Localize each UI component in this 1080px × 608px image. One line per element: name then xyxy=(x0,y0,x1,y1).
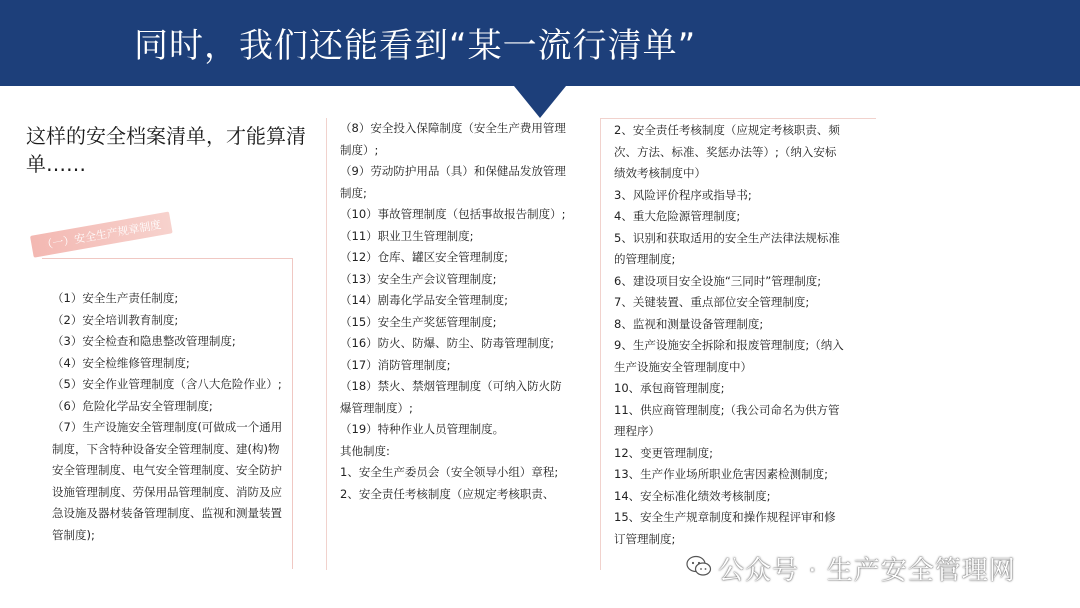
list-item: （10）事故管理制度（包括事故报告制度）; xyxy=(340,207,566,221)
list-item: （16）防火、防爆、防尘、防毒管理制度; xyxy=(340,336,555,350)
header-notch xyxy=(514,86,566,118)
watermark xyxy=(686,546,1066,586)
header-bar xyxy=(0,0,1080,86)
watermark-text: 公众号 · 生产安全管理网 xyxy=(718,556,1016,586)
list-item: 2、安全责任考核制度（应规定考核职责、频次、方法、标准、奖惩办法等）;（纳入安标绩效考核制度中） xyxy=(614,123,840,180)
divider-top-3 xyxy=(600,118,876,119)
list-item: 14、安全标准化绩效考核制度; xyxy=(614,488,771,503)
list-item: （11）职业卫生管理制度; xyxy=(340,228,474,243)
list-item: （8）安全投入保障制度（安全生产费用管理制度）; xyxy=(340,121,566,157)
list-item: （1）安全生产责任制度; xyxy=(52,291,179,305)
list-item: 7、关键装置、重点部位安全管理制度; xyxy=(614,295,810,309)
list-item: 6、建设项目安全设施“三同时”管理制度; xyxy=(614,273,822,288)
list-item: （13）安全生产会议管理制度; xyxy=(340,271,497,286)
list-item: （17）消防管理制度; xyxy=(340,357,451,372)
slide-title: 同时，我们还能看到“某一流行清单” xyxy=(134,26,697,66)
list-item: （3）安全检查和隐患整改管理制度; xyxy=(52,334,236,348)
list-item: （6）危险化学品安全管理制度; xyxy=(52,398,213,413)
list-item: 8、监视和测量设备管理制度; xyxy=(614,316,764,331)
list-item: （15）安全生产奖惩管理制度; xyxy=(340,314,497,329)
list-item: （18）禁火、禁烟管理制度（可纳入防火防爆管理制度）; xyxy=(340,379,562,415)
column3-list xyxy=(614,120,846,550)
list-item: （19）特种作业人员管理制度。 xyxy=(340,422,505,436)
list-item: 3、风险评价程序或指导书; xyxy=(614,187,752,202)
list-item: 1、安全生产委员会（安全领导小组）章程; xyxy=(340,465,559,479)
list-item: 其他制度: xyxy=(340,443,390,458)
divider-2 xyxy=(600,118,601,570)
list-item: （12）仓库、罐区安全管理制度; xyxy=(340,250,509,264)
list-item: 10、承包商管理制度; xyxy=(614,381,725,395)
column1-list xyxy=(52,288,288,546)
list-item: 2、安全责任考核制度（应规定考核职责、 xyxy=(340,486,555,501)
list-item: （9）劳动防护用品（具）和保健品发放管理制度; xyxy=(340,164,566,200)
list-item: 15、安全生产规章制度和操作规程评审和修订管理制度; xyxy=(614,510,836,546)
list-item: 12、变更管理制度; xyxy=(614,445,714,460)
list-item: 11、供应商管理制度;（我公司命名为供方管理程序） xyxy=(614,402,840,438)
list-item: 4、重大危险源管理制度; xyxy=(614,209,741,223)
left-heading: 这样的安全档案清单，才能算清单…… xyxy=(26,124,306,176)
section-tag: （一）安全生产规章制度 xyxy=(30,212,173,258)
list-item: 9、生产设施安全拆除和报废管理制度;（纳入生产设施安全管理制度中） xyxy=(614,338,844,374)
list-item: （2）安全培训教育制度; xyxy=(52,312,179,327)
list-item: （4）安全检维修管理制度; xyxy=(52,355,190,370)
wechat-icon xyxy=(686,554,712,578)
divider-1 xyxy=(326,118,327,570)
column2-list xyxy=(340,118,572,505)
list-item: 5、识别和获取适用的安全生产法律法规标准的管理制度; xyxy=(614,230,840,266)
list-item: （7）生产设施安全管理制度(可做成一个通用制度，下含特种设备安全管理制度、建(构)物安全管理制度、电气安全管理制度、安全防护设施管理制度、劳保用品管理制度、消防及应急设施及器材装备管理制度、监视和测量装置管制度); xyxy=(52,420,283,542)
list-item: 13、生产作业场所职业危害因素检测制度; xyxy=(614,467,829,481)
list-item: （5）安全作业管理制度（含八大危险作业）; xyxy=(52,377,282,391)
list-item: （14）剧毒化学品安全管理制度; xyxy=(340,293,509,307)
